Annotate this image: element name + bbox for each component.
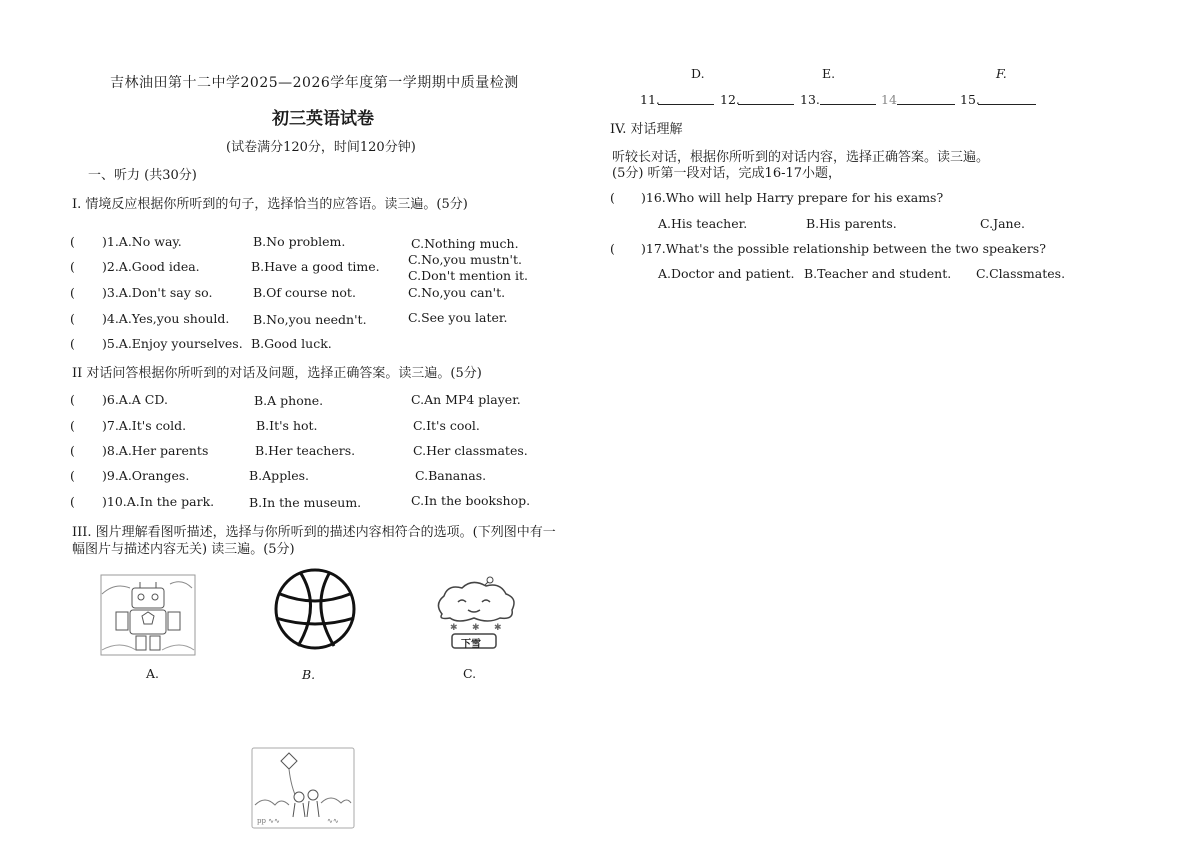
answer-paren[interactable]: ( [70, 418, 75, 433]
section4-heading: IV. 对话理解 [610, 122, 683, 137]
section2-heading: II 对话问答根据你所听到的对话及问题，选择正确答案。读三遍。(5分) [72, 366, 482, 381]
picture-label-d: D. [691, 66, 705, 81]
blank-label-13: 13. [800, 92, 820, 107]
option-c: C.No,you mustn't. [408, 252, 522, 267]
basketball-picture [270, 566, 360, 652]
snow-text: 下雪 [461, 639, 481, 650]
option-b: B.Good luck. [251, 336, 332, 351]
answer-paren[interactable]: ( [70, 494, 75, 509]
robot-picture [100, 574, 196, 656]
answer-paren[interactable]: ( [70, 336, 75, 351]
option-b: B.No problem. [253, 234, 346, 249]
option-a: )7.A.It's cold. [102, 418, 187, 433]
option-b: B.His parents. [806, 216, 897, 231]
option-b: B.Have a good time. [251, 259, 380, 274]
answer-paren[interactable]: ( [610, 241, 615, 256]
option-c: C.Her classmates. [413, 443, 528, 458]
svg-text:✱: ✱ [494, 623, 502, 633]
answer-paren[interactable]: ( [70, 443, 75, 458]
answer-paren[interactable]: ( [610, 190, 615, 205]
option-a: )2.A.Good idea. [102, 259, 200, 274]
option-a: )9.A.Oranges. [102, 468, 190, 483]
svg-text:✱: ✱ [450, 623, 458, 633]
answer-paren[interactable]: ( [70, 392, 75, 407]
option-b: B.In the museum. [249, 495, 362, 510]
option-c: C.No,you can't. [408, 285, 506, 300]
blank-label-12: 12. [720, 92, 740, 107]
option-a: )4.A.Yes,you should. [102, 311, 230, 326]
answer-paren[interactable]: ( [70, 311, 75, 326]
picture-label-e: E. [822, 66, 836, 81]
answer-blank-14[interactable] [897, 92, 955, 105]
answer-blank-13[interactable] [820, 92, 876, 105]
svg-text:✱: ✱ [472, 623, 480, 633]
option-b: B.Her teachers. [255, 443, 356, 458]
question-text: )17.What's the possible relationship between the two speakers? [641, 241, 1046, 256]
exam-title: 初三英语试卷 [272, 109, 374, 129]
blank-label-14: 14 [881, 92, 897, 107]
option-a: )1.A.No way. [102, 234, 182, 249]
option-a: )8.A.Her parents [102, 443, 209, 458]
question-text: )16.Who will help Harry prepare for his exams? [641, 190, 944, 205]
option-c: C.In the bookshop. [411, 493, 531, 508]
kite-scene-picture [251, 747, 355, 829]
option-a: A.His teacher. [658, 216, 748, 231]
option-c: C.Classmates. [976, 266, 1066, 281]
option-c: C.Nothing much. [411, 236, 519, 251]
answer-paren[interactable]: ( [70, 259, 75, 274]
svg-text:pp ∿∿: pp ∿∿ [257, 817, 280, 825]
answer-blank-15[interactable] [978, 92, 1036, 105]
option-c-alt: C.Don't mention it. [408, 268, 528, 283]
answer-blank-11[interactable] [658, 92, 714, 105]
option-c: C.An MP4 player. [411, 392, 521, 407]
section4-instruction-line2: (5分) 听第一段对话，完成16-17小题， [612, 166, 842, 181]
section4-instruction-line1: 听较长对话，根据你所听到的对话内容，选择正确答案。读三遍。 [612, 150, 990, 165]
picture-label-c: C. [463, 666, 477, 681]
section1-heading: I. 情境反应根据你所听到的句子，选择恰当的应答语。读三遍。(5分) [72, 197, 468, 212]
option-a: )5.A.Enjoy yourselves. [102, 336, 243, 351]
option-b: B.A phone. [254, 393, 324, 408]
picture-label-f: F. [996, 66, 1007, 81]
section3-heading-line2: 幅图片与描述内容无关) 读三遍。(5分) [72, 542, 295, 557]
answer-paren[interactable]: ( [70, 234, 75, 249]
option-a: )10.A.In the park. [102, 494, 215, 509]
picture-label-a: A. [146, 666, 160, 681]
answer-paren[interactable]: ( [70, 285, 75, 300]
option-c: C.Bananas. [415, 468, 487, 483]
part1-heading: 一、听力 (共30分) [88, 168, 197, 183]
option-b: B.Teacher and student. [804, 266, 952, 281]
option-b: B.No,you needn't. [253, 312, 367, 327]
option-c: C.See you later. [408, 310, 508, 325]
option-a: A.Doctor and patient. [658, 266, 795, 281]
exam-info: (试卷满分120分，时间120分钟) [226, 140, 416, 155]
option-b: B.Apples. [249, 468, 309, 483]
svg-text:∿∿: ∿∿ [327, 817, 339, 825]
option-a: )3.A.Don't say so. [102, 285, 213, 300]
option-c: C.It's cool. [413, 418, 480, 433]
option-a: )6.A.A CD. [102, 392, 168, 407]
option-b: B.It's hot. [256, 418, 318, 433]
blank-label-15: 15. [960, 92, 980, 107]
section3-heading-line1: III. 图片理解看图听描述，选择与你所听到的描述内容相符合的选项。(下列图中有一 [72, 525, 556, 540]
blank-label-11: 11. [640, 92, 660, 107]
option-c: C.Jane. [980, 216, 1025, 231]
picture-label-b: B. [302, 667, 316, 682]
school-title: 吉林油田第十二中学2025—2026学年度第一学期期中质量检测 [110, 75, 519, 91]
answer-paren[interactable]: ( [70, 468, 75, 483]
option-b: B.Of course not. [253, 285, 356, 300]
answer-blank-12[interactable] [738, 92, 794, 105]
